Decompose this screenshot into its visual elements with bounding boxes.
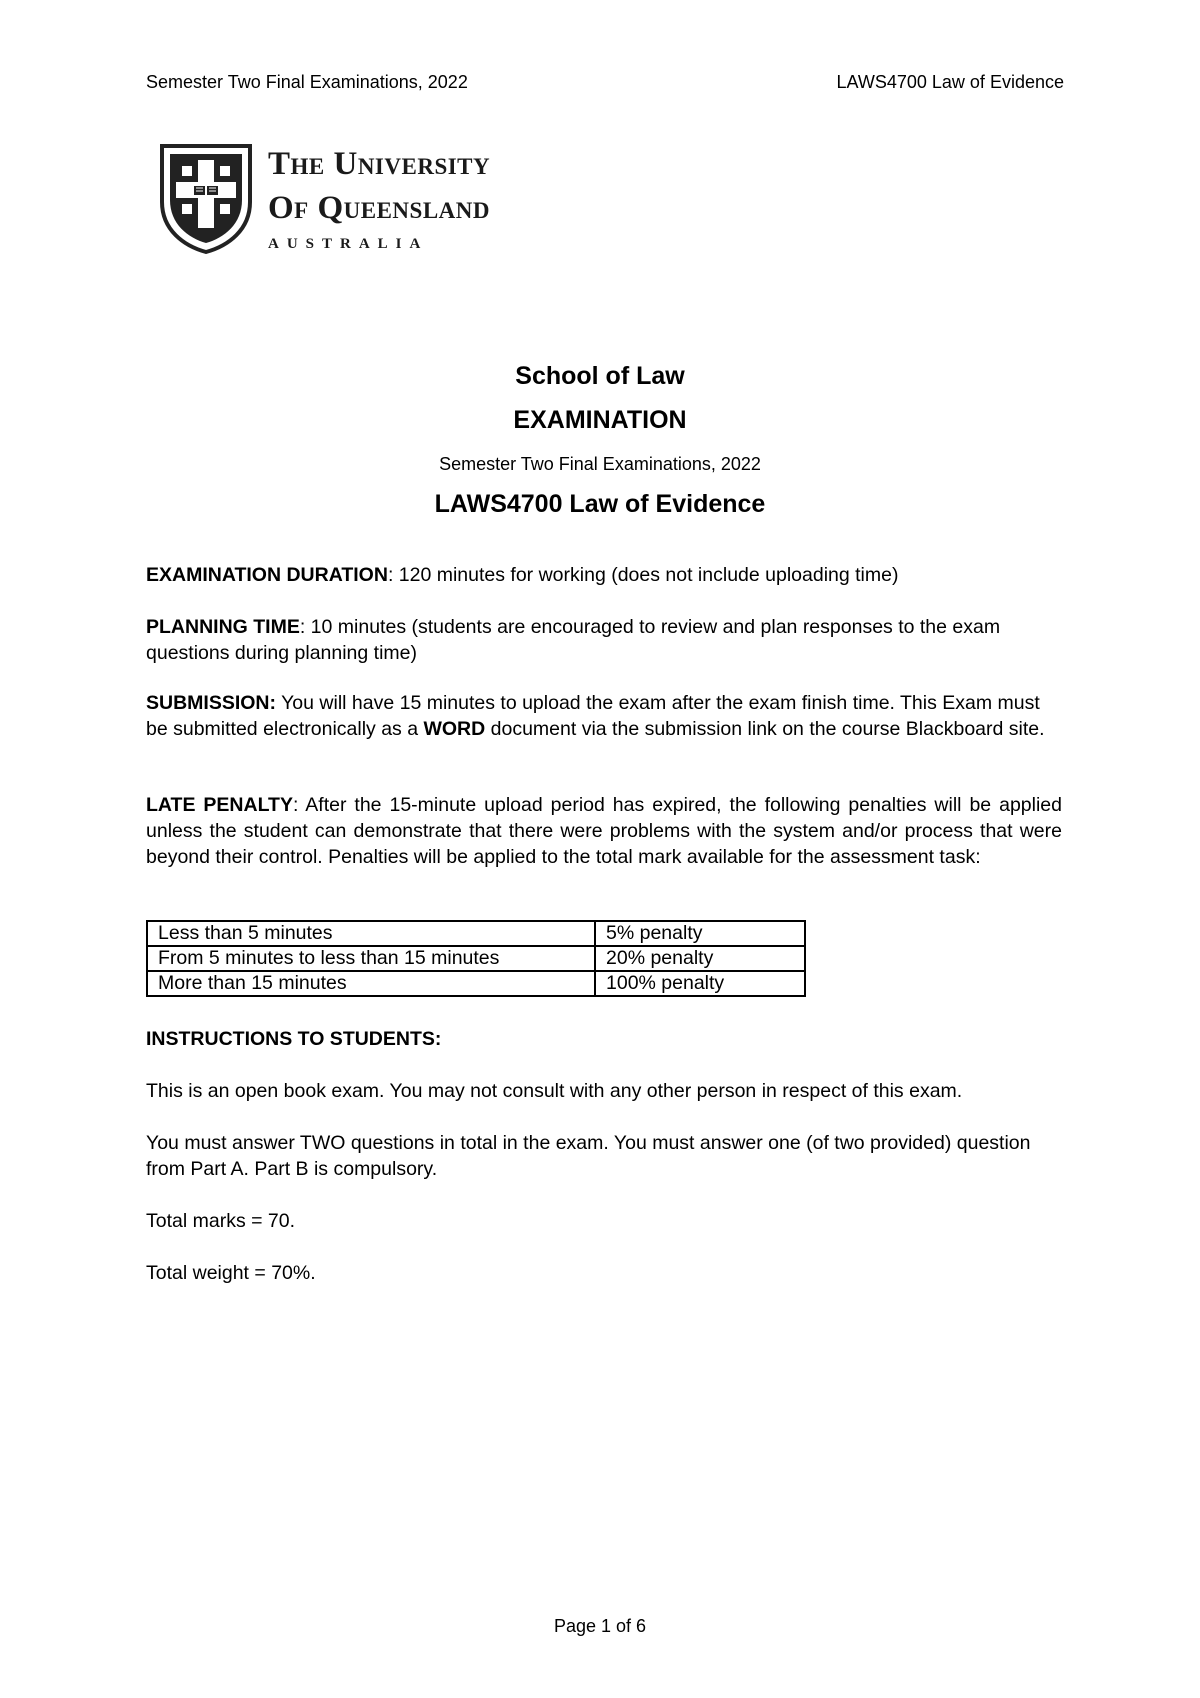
penalty-value-cell: 20% penalty — [595, 946, 805, 971]
submission-text-1: You will have 15 minutes to upload the exam after the exam finish time. This Exam must be submitted electronically as a — [146, 692, 1040, 740]
exam-title: EXAMINATION — [513, 406, 687, 434]
table-row — [147, 946, 805, 971]
course-title: LAWS4700 Law of Evidence — [434, 490, 766, 518]
semester-subtitle: Semester Two Final Examinations, 2022 — [439, 454, 761, 474]
instructions-paragraph-1: This is an open book exam. You may not consult with any other person in respect of this exam. — [146, 1080, 963, 1102]
page-header-right: LAWS4700 Law of Evidence — [836, 72, 1064, 92]
submission-label: SUBMISSION: — [146, 692, 277, 714]
submission-text-2: document via the submission link on the course Blackboard site. — [485, 718, 1045, 740]
total-weight: Total weight = 70%. — [146, 1262, 316, 1284]
university-logo — [158, 142, 578, 254]
penalty-time-cell: From 5 minutes to less than 15 minutes — [147, 946, 595, 971]
duration-text: : 120 minutes for working (does not include uploading time) — [387, 564, 899, 586]
instructions-paragraph-2: You must answer TWO questions in total in the exam. You must answer one (of two provided) question from Part A. Part B is compulsory. — [146, 1132, 1031, 1180]
page-header-left: Semester Two Final Examinations, 2022 — [146, 72, 468, 92]
penalty-value-cell: 100% penalty — [595, 971, 805, 996]
duration-label: EXAMINATION DURATION — [146, 564, 388, 586]
penalty-time-cell: Less than 5 minutes — [147, 921, 595, 946]
penalty-value-cell: 5% penalty — [595, 921, 805, 946]
total-marks: Total marks = 70. — [146, 1210, 296, 1232]
university-wordmark — [268, 142, 490, 253]
penalty-table — [146, 920, 806, 997]
wordmark-country: AUSTRALIA — [268, 236, 429, 252]
planning-label: PLANNING TIME — [146, 616, 300, 638]
school-title: School of Law — [515, 362, 685, 390]
page-footer: Page 1 of 6 — [553, 1616, 647, 1636]
wordmark-line-2: Of Queensland — [268, 190, 490, 226]
wordmark-line-1: The University — [268, 146, 491, 182]
planning-paragraph — [146, 614, 1062, 666]
university-crest-icon — [158, 142, 254, 254]
late-penalty-label: LATE PENALTY — [146, 794, 293, 816]
duration-paragraph — [146, 562, 1062, 588]
table-row — [147, 921, 805, 946]
table-row — [147, 971, 805, 996]
planning-text: : 10 minutes (students are encouraged to review and plan responses to the exam questions during planning time) — [146, 616, 1001, 664]
penalty-time-cell: More than 15 minutes — [147, 971, 595, 996]
submission-word: WORD — [423, 718, 486, 740]
instructions-heading: INSTRUCTIONS TO STUDENTS: — [146, 1028, 442, 1050]
submission-paragraph — [146, 690, 1062, 742]
late-penalty-paragraph — [146, 792, 1062, 870]
late-penalty-text: : After the 15-minute upload period has expired, the following penalties will be applied unless the student can demonstrate that there were problems with the system and/or process that were beyond their control. Penalties will be applied to the total mark available for the assessment task: — [146, 794, 1062, 868]
